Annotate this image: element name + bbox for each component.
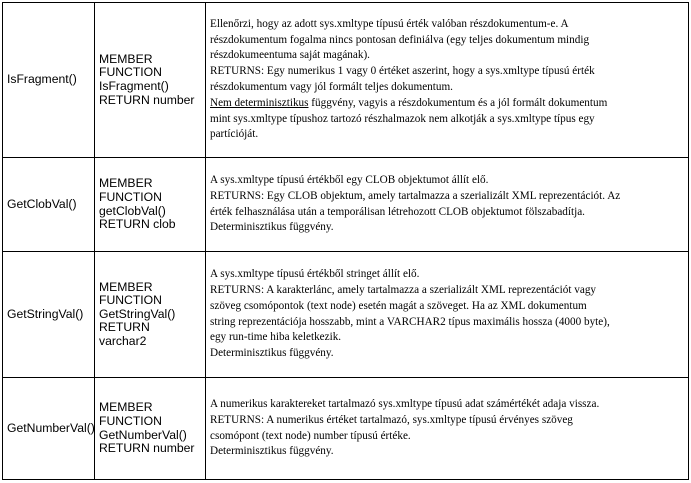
signature-line: MEMBER (99, 400, 153, 415)
table-row (3, 158, 689, 252)
description-line: érték felhasználása után a temporálisan létrehozott CLOB objektumot fölszabadítja. (210, 205, 585, 218)
signature-line: FUNCTION (99, 293, 162, 308)
signature-line: FUNCTION (99, 65, 162, 80)
api-functions-table (2, 2, 689, 480)
signature-line: MEMBER (99, 279, 153, 294)
signature-line: RETURN number (99, 441, 195, 456)
description-line: RETURNS: Egy numerikus 1 vagy 0 értéket aszerint, hogy a sys.xmltype típusú érték (210, 65, 595, 78)
signature-cell (95, 252, 206, 378)
function-name: GetClobVal() (7, 196, 77, 211)
signature-line: GetStringVal() (99, 306, 176, 321)
description-line: részdokumeentuma saját magának). (210, 49, 370, 62)
signature-line: MEMBER (99, 51, 153, 66)
signature-line: RETURN clob (99, 217, 176, 232)
description-line: A sys.xmltype típusú értékből stringet állít elő. (210, 268, 420, 281)
signature-line: FUNCTION (99, 189, 162, 204)
description-line: mint sys.xmltype típushoz tartozó részhalmazok nem alkotják a sys.xmltype típus egy (210, 112, 595, 125)
function-name-cell (3, 378, 95, 480)
function-name-cell (3, 3, 95, 158)
signature-line: RETURN number (99, 92, 195, 107)
description-line: A sys.xmltype típusú értékből egy CLOB objektumot állít elő. (210, 173, 489, 186)
signature-line: MEMBER (99, 176, 153, 191)
table-row (3, 3, 689, 158)
function-name-cell (3, 252, 95, 378)
description-line: egy run-time hiba keletkezik. (210, 331, 342, 344)
function-name-cell (3, 158, 95, 252)
description-line: RETURNS: A karakterlánc, amely tartalmazza a szerializált XML reprezentációt vagy (210, 283, 597, 296)
description-line: Determinisztikus függvény. (210, 221, 334, 234)
signature-cell (95, 3, 206, 158)
signature-line: RETURN (99, 320, 150, 335)
signature-cell (95, 378, 206, 480)
description-cell (206, 252, 689, 378)
description-line: részdokumentum vagy jól formált teljes dokumentum. (210, 81, 453, 93)
description-line: szöveg csomópontok (text node) esetén magát a szöveget. Ha az XML dokumentum (210, 299, 587, 312)
signature-line: GetNumberVal() (99, 427, 187, 442)
description-text: függvény, vagyis a részdokumentum és a jól formált dokumentum (308, 96, 608, 109)
signature-line: getClobVal() (99, 203, 166, 218)
signature-line: FUNCTION (99, 413, 162, 428)
description-line: string reprezentációja hosszabb, mint a VARCHAR2 típus maximális hossza (4000 byte), (210, 315, 610, 328)
table-row (3, 252, 689, 378)
description-line (210, 96, 684, 112)
description-line: RETURNS: A numerikus értéket tartalmazó, sys.xmltype típusú érvényes szöveg (210, 413, 573, 426)
signature-line: IsFragment() (99, 79, 169, 93)
signature-cell (95, 158, 206, 252)
table-row (3, 378, 689, 480)
description-line: Ellenőrzi, hogy az adott sys.xmltype típusú érték valóban részdokumentum-e. A (210, 17, 569, 30)
description-line: A numerikus karaktereket tartalmazó sys.xmltype típusú adat számértékét adaja vissza. (210, 397, 600, 410)
description-line: partícióját. (210, 128, 259, 141)
underlined-term: Nem determinisztikus (210, 96, 309, 109)
description-cell (206, 378, 689, 480)
function-name: IsFragment() (7, 72, 77, 87)
signature-line: varchar2 (99, 333, 147, 348)
description-cell (206, 158, 689, 252)
description-cell (206, 3, 689, 158)
description-line: Determinisztikus függvény. (210, 347, 334, 360)
description-line: részdokumentum fogalma nincs pontosan definiálva (egy teljes dokumentum mindig (210, 33, 590, 46)
function-name: GetNumberVal() (7, 420, 95, 435)
description-line: Determinisztikus függvény. (210, 445, 334, 458)
description-line: RETURNS: Egy CLOB objektum, amely tartalmazza a szerializált XML reprezentációt. Az (210, 189, 621, 202)
description-line: csomópont (text node) number típusú értéke. (210, 429, 411, 442)
function-name: GetStringVal() (7, 306, 84, 321)
